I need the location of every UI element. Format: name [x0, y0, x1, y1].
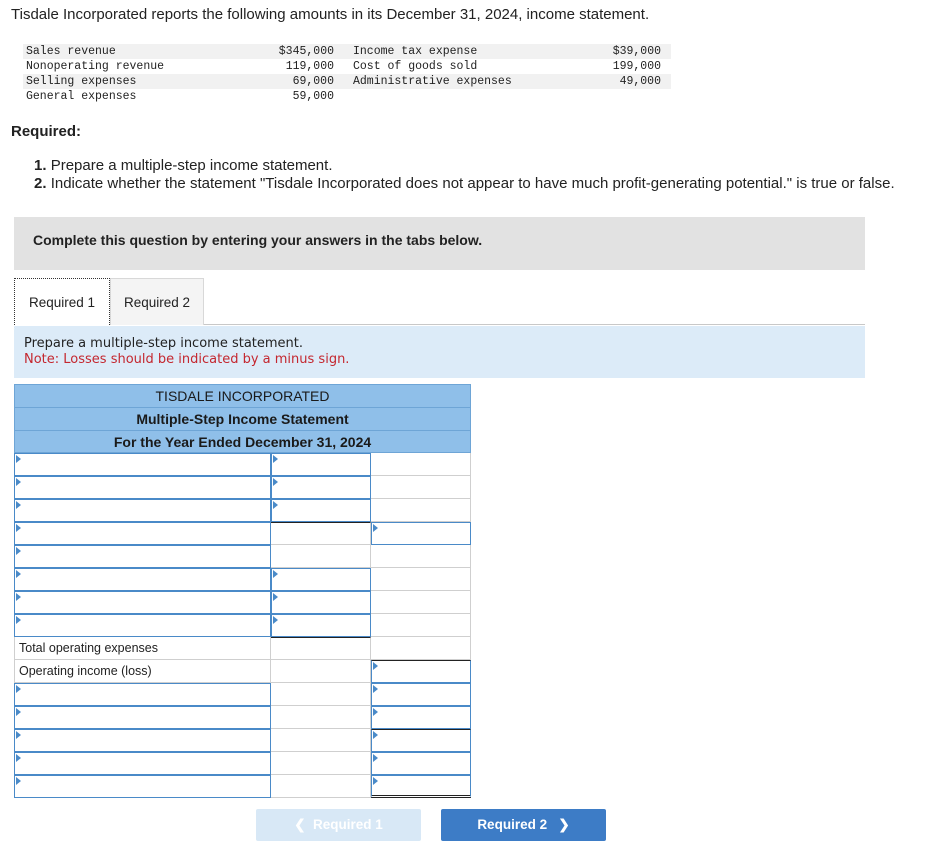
total-input[interactable] — [371, 660, 471, 683]
table-row — [14, 591, 471, 614]
amounts-row — [23, 89, 671, 104]
amount-cell — [271, 660, 371, 683]
table-row — [14, 453, 471, 476]
table-row — [14, 545, 471, 568]
requirements-list — [34, 157, 895, 193]
amounts-row — [23, 74, 671, 89]
amount-input[interactable] — [271, 568, 371, 591]
chevron-right-icon: ❯ — [558, 817, 570, 832]
total-input[interactable] — [371, 522, 471, 545]
statement-grid — [14, 453, 471, 798]
table-row — [14, 729, 471, 752]
amount-input[interactable] — [271, 499, 371, 522]
amount-value: $345,000 — [278, 45, 334, 58]
account-select[interactable] — [14, 476, 271, 499]
amount-label: Selling expenses — [26, 75, 137, 88]
chevron-left-icon: ❮ — [294, 817, 306, 832]
amount-input[interactable] — [271, 591, 371, 614]
total-input[interactable] — [371, 706, 471, 729]
total-cell — [371, 568, 471, 591]
table-row — [14, 752, 471, 775]
amount-cell — [271, 637, 371, 660]
tab-divider — [204, 324, 865, 325]
tab-required-2[interactable]: Required 2 — [110, 278, 204, 325]
total-cell — [371, 545, 471, 568]
amount-value: 49,000 — [619, 75, 661, 88]
requirement-number: 1. — [34, 157, 47, 174]
prev-required-button[interactable] — [256, 809, 421, 841]
next-button-label: Required 2 — [477, 817, 548, 832]
amount-label: Cost of goods sold — [353, 60, 478, 73]
amount-cell — [271, 683, 371, 706]
total-input[interactable] — [371, 752, 471, 775]
account-select[interactable] — [14, 568, 271, 591]
total-operating-label: Total operating expenses — [14, 637, 271, 660]
table-row — [14, 637, 471, 660]
total-cell — [371, 499, 471, 522]
account-select[interactable] — [14, 729, 271, 752]
net-income-input[interactable] — [371, 775, 471, 798]
amount-cell — [271, 775, 371, 798]
amount-label: Income tax expense — [353, 45, 478, 58]
amount-value: 59,000 — [292, 90, 334, 103]
table-row — [14, 775, 471, 798]
table-row — [14, 614, 471, 637]
amount-label: Nonoperating revenue — [26, 60, 165, 73]
tab-required-1[interactable]: Required 1 — [14, 278, 110, 325]
total-cell — [371, 453, 471, 476]
amounts-table — [23, 44, 671, 104]
instruction-note: Note: Losses should be indicated by a minus sign. — [24, 352, 350, 367]
requirement-item — [34, 175, 895, 193]
banner-text: Complete this question by entering your answers in the tabs below. — [33, 232, 483, 248]
table-row — [14, 660, 471, 683]
required-heading: Required: — [11, 123, 82, 140]
total-cell — [371, 637, 471, 660]
amount-label: General expenses — [26, 90, 137, 103]
account-select[interactable] — [14, 522, 271, 545]
statement-company: TISDALE INCORPORATED — [14, 384, 471, 407]
amount-cell — [271, 729, 371, 752]
statement-period: For the Year Ended December 31, 2024 — [14, 430, 471, 453]
account-select[interactable] — [14, 545, 271, 568]
amount-value: 119,000 — [285, 60, 334, 73]
next-required-button[interactable] — [441, 809, 606, 841]
amount-cell — [271, 706, 371, 729]
table-row — [14, 476, 471, 499]
requirement-item — [34, 157, 895, 175]
statement-title: Multiple-Step Income Statement — [14, 407, 471, 430]
amount-input[interactable] — [271, 614, 371, 637]
account-select[interactable] — [14, 614, 271, 637]
table-row — [14, 568, 471, 591]
table-row — [14, 499, 471, 522]
amount-input[interactable] — [271, 476, 371, 499]
requirement-text: Prepare a multiple-step income statement. — [50, 157, 333, 174]
table-row — [14, 706, 471, 729]
requirement-number: 2. — [34, 175, 47, 192]
instruction-text: Prepare a multiple-step income statement. — [24, 336, 304, 351]
account-select[interactable] — [14, 752, 271, 775]
amount-label — [334, 89, 579, 104]
total-cell — [371, 591, 471, 614]
tab-instructions — [14, 326, 865, 378]
account-select[interactable] — [14, 775, 271, 798]
amount-input[interactable] — [271, 453, 371, 476]
table-row — [14, 522, 471, 545]
income-statement — [14, 384, 471, 798]
amount-value — [579, 89, 661, 104]
table-row — [14, 683, 471, 706]
amount-value: $39,000 — [612, 45, 661, 58]
amount-value: 69,000 — [292, 75, 334, 88]
amount-cell — [271, 752, 371, 775]
total-input[interactable] — [371, 729, 471, 752]
operating-income-label: Operating income (loss) — [14, 660, 271, 683]
amount-label: Sales revenue — [26, 45, 116, 58]
amount-cell — [271, 545, 371, 568]
prev-button-label: Required 1 — [313, 817, 383, 832]
total-cell — [371, 476, 471, 499]
amounts-row — [23, 59, 671, 74]
total-cell — [371, 614, 471, 637]
amount-label: Administrative expenses — [353, 75, 512, 88]
account-select[interactable] — [14, 591, 271, 614]
problem-intro: Tisdale Incorporated reports the following amounts in its December 31, 2024, income statement. — [11, 6, 650, 23]
account-select[interactable] — [14, 453, 271, 476]
amount-value: 199,000 — [612, 60, 661, 73]
instructions-banner — [14, 217, 865, 270]
amount-cell — [271, 522, 371, 545]
account-select[interactable] — [14, 706, 271, 729]
requirement-text: Indicate whether the statement "Tisdale Incorporated does not appear to have much profit-generating potential." is true or false. — [50, 175, 895, 192]
account-select[interactable] — [14, 683, 271, 706]
total-input[interactable] — [371, 683, 471, 706]
amounts-row — [23, 44, 671, 59]
account-select[interactable] — [14, 499, 271, 522]
